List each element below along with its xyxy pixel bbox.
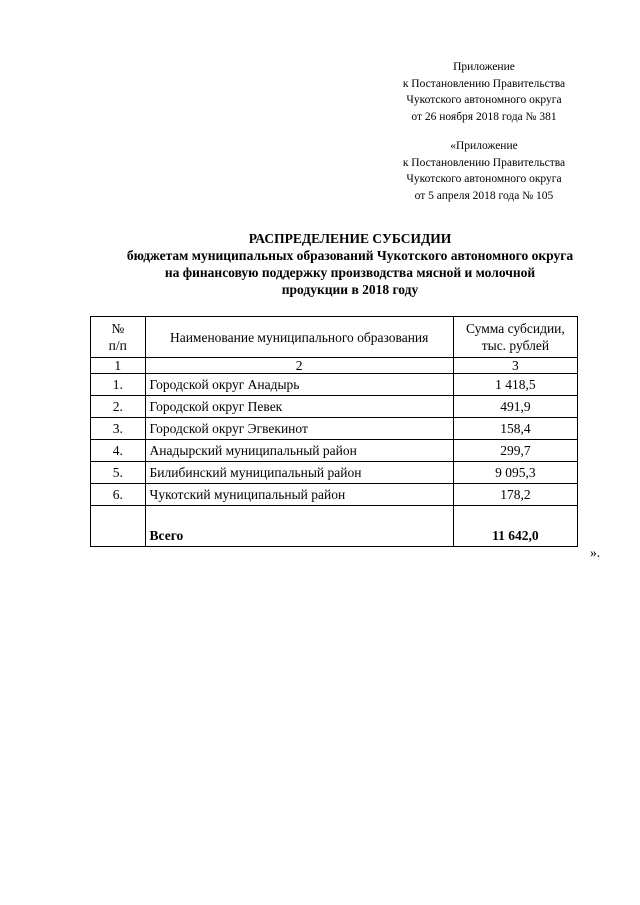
row-sum-cell: 299,7 <box>453 440 577 462</box>
total-label-cell: Всего <box>145 506 453 547</box>
total-sum-cell: 11 642,0 <box>453 506 577 547</box>
column-number-cell: 2 <box>145 358 453 374</box>
attachment-line: к Постановлению Правительства <box>402 77 566 90</box>
closing-quote-mark: ». <box>590 545 601 560</box>
row-num-cell: 6. <box>91 484 146 506</box>
row-sum-cell: 9 095,3 <box>453 462 577 484</box>
table-row <box>91 462 578 484</box>
document-title <box>60 230 640 298</box>
row-name-cell: Чукотский муниципальный район <box>145 484 453 506</box>
table-total-row <box>91 506 578 547</box>
attachment-line: «Приложение <box>450 140 518 152</box>
table-header-row <box>91 317 578 358</box>
row-name-cell: Билибинский муниципальный район <box>145 462 453 484</box>
header-sum-line2: тыс. рублей <box>481 338 550 353</box>
subsidy-table <box>90 316 578 547</box>
title-line: РАСПРЕДЕЛЕНИЕ СУБСИДИИ <box>248 231 452 246</box>
header-num-cell <box>91 317 146 358</box>
row-sum-cell: 491,9 <box>453 396 577 418</box>
row-num-cell: 5. <box>91 462 146 484</box>
attachment-line: от 5 апреля 2018 года № 105 <box>414 189 554 202</box>
row-num-cell: 3. <box>91 418 146 440</box>
table-row <box>91 440 578 462</box>
row-name-cell: Городской округ Эгвекинот <box>145 418 453 440</box>
row-num-cell: 4. <box>91 440 146 462</box>
table-row <box>91 484 578 506</box>
column-number-cell: 1 <box>91 358 146 374</box>
row-name-cell: Городской округ Певек <box>145 396 453 418</box>
attachment-line: Чукотского автономного округа <box>406 173 562 185</box>
row-name-cell: Анадырский муниципальный район <box>145 440 453 462</box>
header-sum-cell <box>453 317 577 358</box>
row-sum-cell: 178,2 <box>453 484 577 506</box>
attachment-header-previous <box>360 138 608 204</box>
attachment-line: к Постановлению Правительства <box>402 156 566 169</box>
header-num-line1: № <box>111 321 125 336</box>
header-sum-line1: Сумма субсидии, <box>466 321 565 336</box>
title-line: на финансовую поддержку производства мясной и молочной <box>164 265 536 280</box>
attachment-line: от 26 ноября 2018 года № 381 <box>411 110 557 123</box>
row-num-cell: 2. <box>91 396 146 418</box>
table-row <box>91 374 578 396</box>
column-number-cell: 3 <box>453 358 577 374</box>
table-row <box>91 396 578 418</box>
row-name-cell: Городской округ Анадырь <box>145 374 453 396</box>
row-sum-cell: 1 418,5 <box>453 374 577 396</box>
row-num-cell: 1. <box>91 374 146 396</box>
title-line: продукции в 2018 году <box>281 282 419 297</box>
row-sum-cell: 158,4 <box>453 418 577 440</box>
column-number-row <box>91 358 578 374</box>
total-num-cell <box>91 506 146 547</box>
table-row <box>91 418 578 440</box>
header-name-cell: Наименование муниципального образования <box>145 317 453 358</box>
attachment-header-current <box>360 59 608 125</box>
header-num-line2: п/п <box>108 338 127 353</box>
attachment-line: Чукотского автономного округа <box>406 94 562 106</box>
attachment-line: Приложение <box>453 61 515 73</box>
title-line: бюджетам муниципальных образований Чукотского автономного округа <box>126 248 574 263</box>
